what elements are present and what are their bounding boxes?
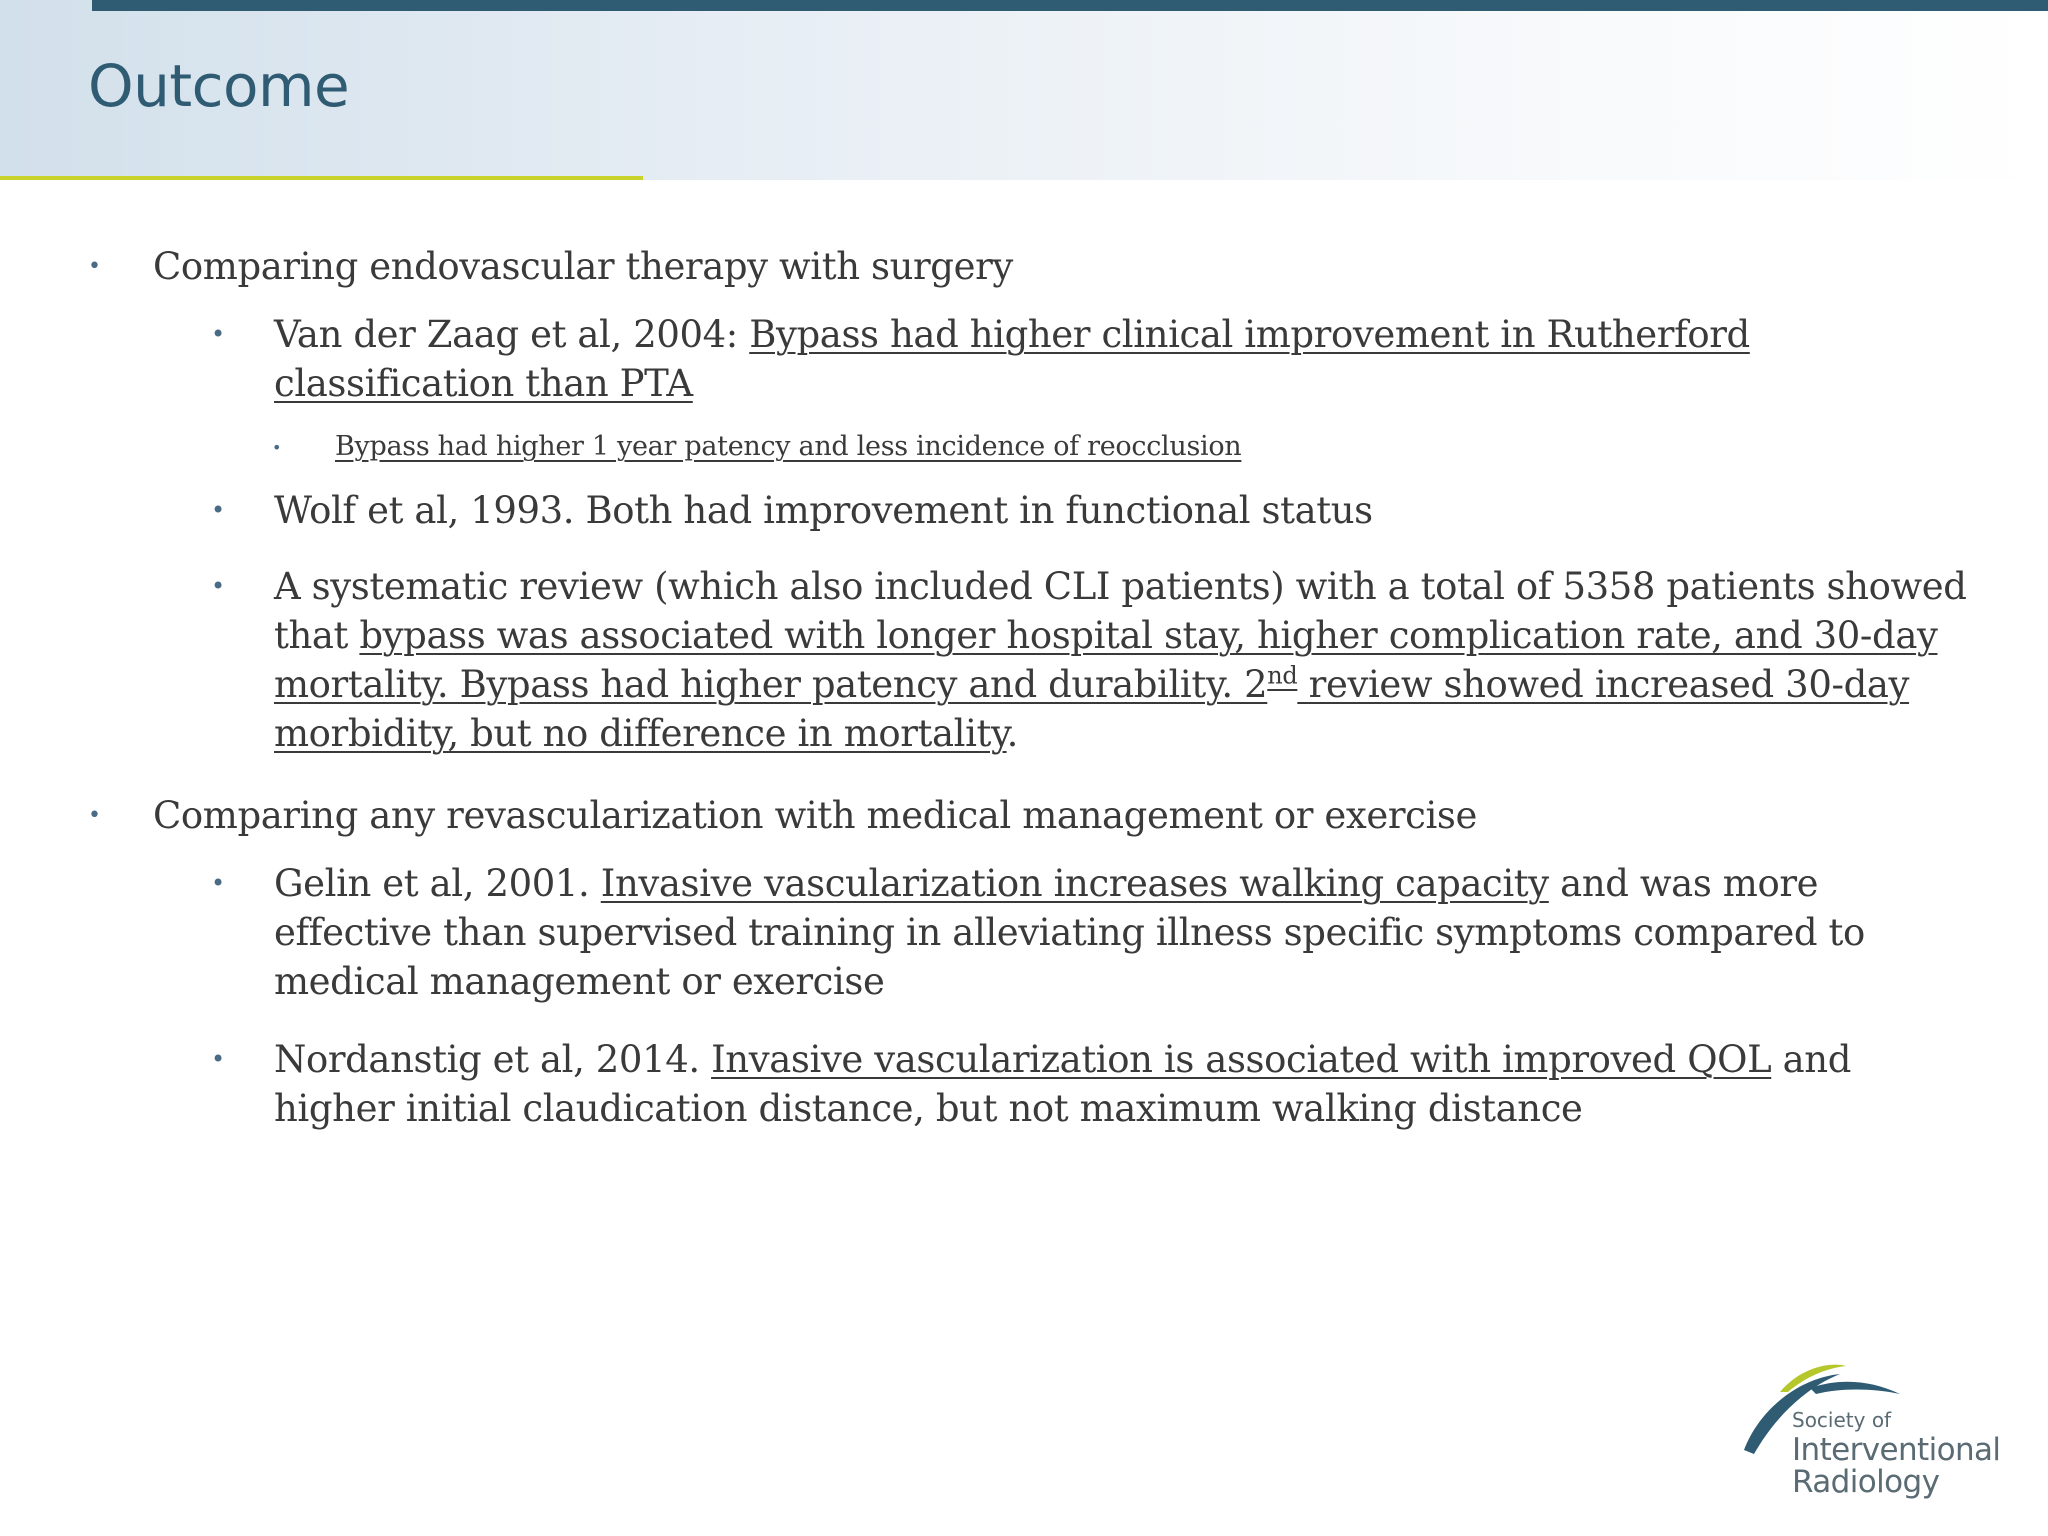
bullet-text [335, 430, 1772, 464]
continuation: and higher initial claudication distance, but not maximum walking distance [274, 1038, 1851, 1130]
bullet-endovascular-vs-surgery [88, 242, 2008, 291]
bullet-dot: • [272, 438, 282, 457]
bullet-text [274, 562, 1981, 758]
bullet-text [274, 310, 1831, 408]
bullet-dot: • [211, 496, 226, 524]
bullet-revascularization-vs-medical [88, 791, 2008, 840]
bullet-dot: • [88, 254, 101, 279]
finding: Invasive vascularization is associated with improved QOL [711, 1038, 1772, 1081]
period: . [1006, 712, 1018, 755]
bullet-dot: • [88, 803, 101, 828]
bullet-dot: • [211, 572, 226, 600]
finding: Bypass had higher clinical improvement in Rutherford classification than PTA [274, 313, 1750, 405]
citation: Van der Zaag et al, 2004: [274, 313, 750, 356]
finding: Bypass had higher 1 year patency and less incidence of reocclusion [335, 431, 1242, 462]
intro: A systematic review (which also included CLI patients) with a total of 5358 patients showed that [274, 565, 1967, 657]
bullet-van-der-zaag [211, 310, 1831, 408]
citation: Nordanstig et al, 2014. [274, 1038, 712, 1081]
bullet-text [274, 859, 1981, 1006]
bullet-wolf [211, 486, 1911, 535]
bullet-bypass-patency [272, 430, 1772, 464]
slide-title: Outcome [88, 52, 350, 120]
finding-part-1: bypass was associated with longer hospital stay, higher complication rate, and 30-day mortality. Bypass had higher patency and durability. 2 [274, 614, 1938, 706]
finding: Invasive vascularization increases walking capacity [600, 862, 1549, 905]
ordinal-suffix: nd [1267, 661, 1298, 690]
sir-logo [1740, 1358, 2020, 1508]
bullet-text: Comparing any revascularization with medical management or exercise [153, 794, 1477, 837]
logo-text-line2: Interventional [1792, 1432, 2001, 1468]
continuation: and was more effective than supervised training in alleviating illness specific symptoms compared to medical management or exercise [274, 862, 1865, 1003]
bullet-text: Comparing endovascular therapy with surgery [153, 245, 1013, 288]
bullet-gelin [211, 859, 1981, 1006]
finding-part-2: review showed increased 30-day morbidity, but no difference in mortality [274, 663, 1910, 755]
bullet-nordanstig [211, 1035, 1981, 1133]
bullet-dot: • [211, 1045, 226, 1073]
logo-text-line3: Radiology [1792, 1464, 1940, 1500]
bullet-dot: • [211, 869, 226, 897]
citation: Gelin et al, 2001. [274, 862, 601, 905]
bullet-text: Wolf et al, 1993. Both had improvement in functional status [274, 489, 1373, 532]
bullet-text [274, 1035, 1981, 1133]
bullet-dot: • [211, 320, 226, 348]
logo-text-line1: Society of [1792, 1408, 1892, 1432]
bullet-systematic-review [211, 562, 1981, 758]
